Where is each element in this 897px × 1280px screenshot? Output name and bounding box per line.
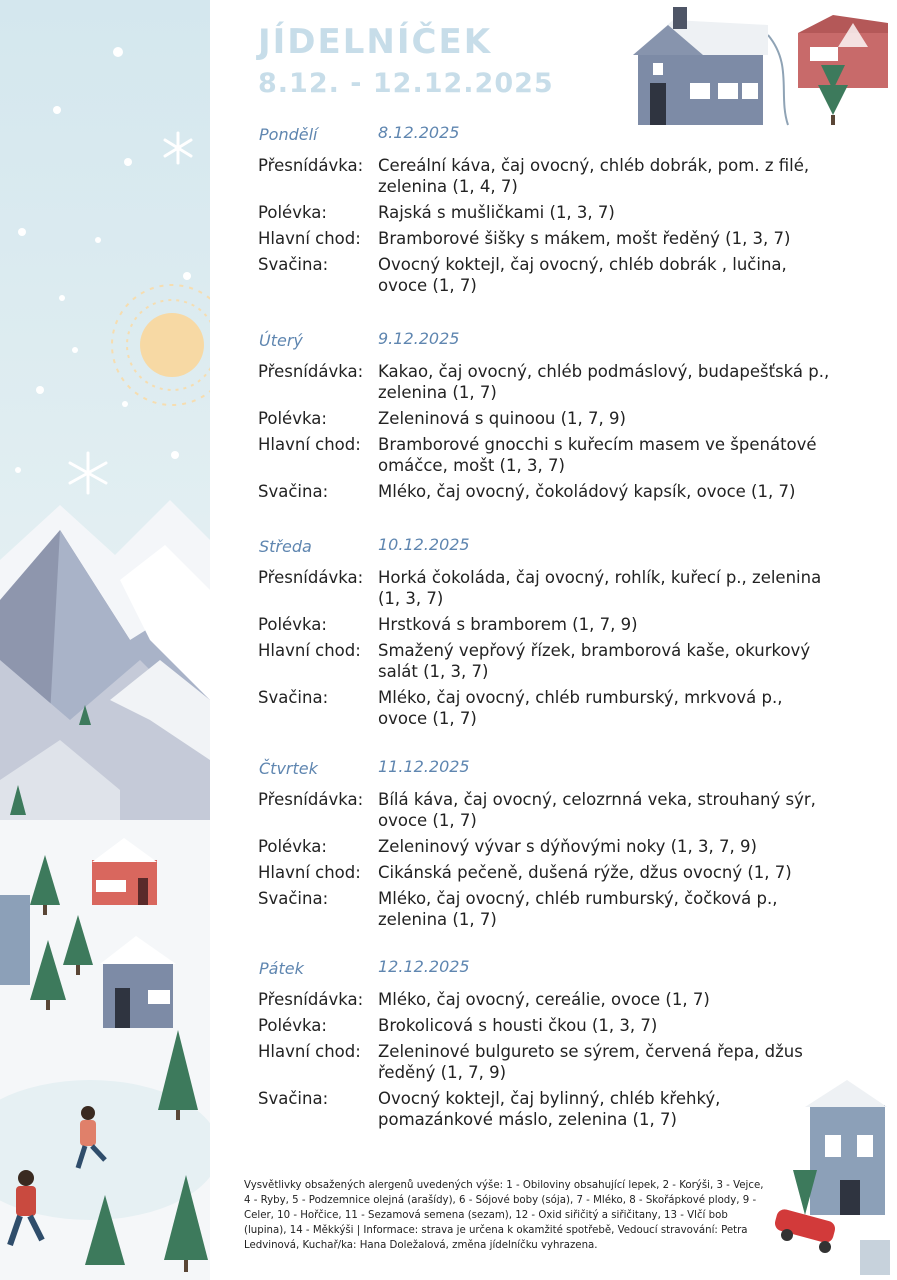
meal-text: Brokolicová s housti čkou (1, 3, 7) xyxy=(378,1016,658,1035)
meal-label: Polévka: xyxy=(258,1016,327,1035)
house-icon xyxy=(628,5,893,134)
meal-text: Bílá káva, čaj ovocný, celozrnná veka, strouhaný sýr, ovoce (1, 7) xyxy=(378,790,816,830)
meal-label: Přesnídávka: xyxy=(258,990,364,1009)
date-range: 8.12. - 12.12.2025 xyxy=(258,68,554,99)
meal-row xyxy=(254,614,854,635)
meal-label: Hlavní chod: xyxy=(258,641,361,660)
meal-row xyxy=(254,567,854,609)
meal-row xyxy=(254,155,854,197)
day-block-thursday xyxy=(254,758,854,930)
day-block-monday xyxy=(254,124,854,296)
meal-row xyxy=(254,789,854,831)
meal-text: Smažený vepřový řízek, bramborová kaše, okurkový salát (1, 3, 7) xyxy=(378,641,811,681)
meal-label: Polévka: xyxy=(258,615,327,634)
meal-row xyxy=(254,228,854,249)
meal-row xyxy=(254,687,854,729)
meal-row xyxy=(254,254,854,296)
meal-row xyxy=(254,434,854,476)
meal-row xyxy=(254,408,854,429)
meal-label: Svačina: xyxy=(258,482,329,501)
meal-label: Polévka: xyxy=(258,203,327,222)
meal-label: Svačina: xyxy=(258,889,329,908)
meal-text: Ovocný koktejl, čaj bylinný, chléb křehký, pomazánkové máslo, zelenina (1, 7) xyxy=(378,1089,721,1129)
day-name: Pondělí xyxy=(259,125,318,144)
meal-row xyxy=(254,361,854,403)
winter-landscape-illustration xyxy=(0,0,210,1280)
meal-text: Cereální káva, čaj ovocný, chléb dobrák, pom. z filé, zelenina (1, 4, 7) xyxy=(378,156,810,196)
meal-text: Ovocný koktejl, čaj ovocný, chléb dobrák , lučina, ovoce (1, 7) xyxy=(378,255,787,295)
meal-text: Zeleninové bulgureto se sýrem, červená řepa, džus ředěný (1, 7, 9) xyxy=(378,1042,803,1082)
day-name: Středa xyxy=(259,537,312,556)
meal-text: Bramborové šišky s mákem, mošt ředěný (1, 3, 7) xyxy=(378,229,791,248)
day-date: 9.12.2025 xyxy=(378,329,460,348)
day-block-wednesday xyxy=(254,536,854,729)
day-date: 12.12.2025 xyxy=(378,957,470,976)
meal-label: Polévka: xyxy=(258,409,327,428)
meal-text: Mléko, čaj ovocný, chléb rumburský, čočková p., zelenina (1, 7) xyxy=(378,889,778,929)
meal-text: Kakao, čaj ovocný, chléb podmáslový, budapešťská p., zelenina (1, 7) xyxy=(378,362,830,402)
day-block-friday xyxy=(254,958,854,1130)
meal-label: Svačina: xyxy=(258,688,329,707)
meal-row xyxy=(254,481,854,502)
day-date: 11.12.2025 xyxy=(378,757,470,776)
meal-text: Rajská s mušličkami (1, 3, 7) xyxy=(378,203,615,222)
page-title: JÍDELNÍČEK xyxy=(258,22,493,62)
meal-label: Přesnídávka: xyxy=(258,156,364,175)
meal-label: Hlavní chod: xyxy=(258,1042,361,1061)
meal-text: Bramborové gnocchi s kuřecím masem ve špenátové omáčce, mošt (1, 3, 7) xyxy=(378,435,817,475)
meal-label: Svačina: xyxy=(258,255,329,274)
day-date: 10.12.2025 xyxy=(378,535,470,554)
meal-text: Hrstková s bramborem (1, 7, 9) xyxy=(378,615,638,634)
allergen-note: Vysvětlivky obsažených alergenů uvedených výše: 1 - Obiloviny obsahující lepek, 2 - Korýši, 3 - Vejce, 4 - Ryby, 5 - Podzemnice olejná (arašídy), 6 - Sójové boby (sója), 7 - Mléko, 8 - Skořápkové plody, 9 - Celer, 10 - Hořčice, 11 - Sezamová semena (sezam), 12 - Oxid siřičitý a siřičitany, 13 - Vlčí bob (lupina), 14 - Měkkýši | Informace: strava je určena k okamžité spotřebě, Vedoucí stravování: Petra Ledvinová, Kuchař/ka: Hana Doležalová, změna jídelníčku vyhrazena. xyxy=(244,1180,764,1251)
meal-row xyxy=(254,640,854,682)
meal-row xyxy=(254,888,854,930)
meal-label: Přesnídávka: xyxy=(258,568,364,587)
meal-label: Hlavní chod: xyxy=(258,229,361,248)
meal-text: Mléko, čaj ovocný, chléb rumburský, mrkvová p., ovoce (1, 7) xyxy=(378,688,783,728)
meal-row xyxy=(254,202,854,223)
meal-label: Polévka: xyxy=(258,837,327,856)
meal-text: Mléko, čaj ovocný, cereálie, ovoce (1, 7) xyxy=(378,990,710,1009)
day-name: Úterý xyxy=(259,331,303,350)
meal-row xyxy=(254,1088,854,1130)
meal-label: Svačina: xyxy=(258,1089,329,1108)
meal-label: Přesnídávka: xyxy=(258,362,364,381)
meal-row xyxy=(254,836,854,857)
meal-text: Zeleninový vývar s dýňovými noky (1, 3, 7, 9) xyxy=(378,837,757,856)
meal-row xyxy=(254,1041,854,1083)
day-date: 8.12.2025 xyxy=(378,123,460,142)
meal-row xyxy=(254,862,854,883)
day-name: Čtvrtek xyxy=(259,759,318,778)
meal-row xyxy=(254,989,854,1010)
meal-text: Mléko, čaj ovocný, čokoládový kapsík, ovoce (1, 7) xyxy=(378,482,796,501)
meal-label: Hlavní chod: xyxy=(258,435,361,454)
day-name: Pátek xyxy=(259,959,304,978)
meal-text: Horká čokoláda, čaj ovocný, rohlík, kuřecí p., zelenina (1, 3, 7) xyxy=(378,568,822,608)
meal-label: Přesnídávka: xyxy=(258,790,364,809)
meal-text: Zeleninová s quinoou (1, 7, 9) xyxy=(378,409,626,428)
day-block-tuesday xyxy=(254,330,854,502)
meal-label: Hlavní chod: xyxy=(258,863,361,882)
meal-row xyxy=(254,1015,854,1036)
meal-text: Cikánská pečeně, dušená rýže, džus ovocný (1, 7) xyxy=(378,863,792,882)
